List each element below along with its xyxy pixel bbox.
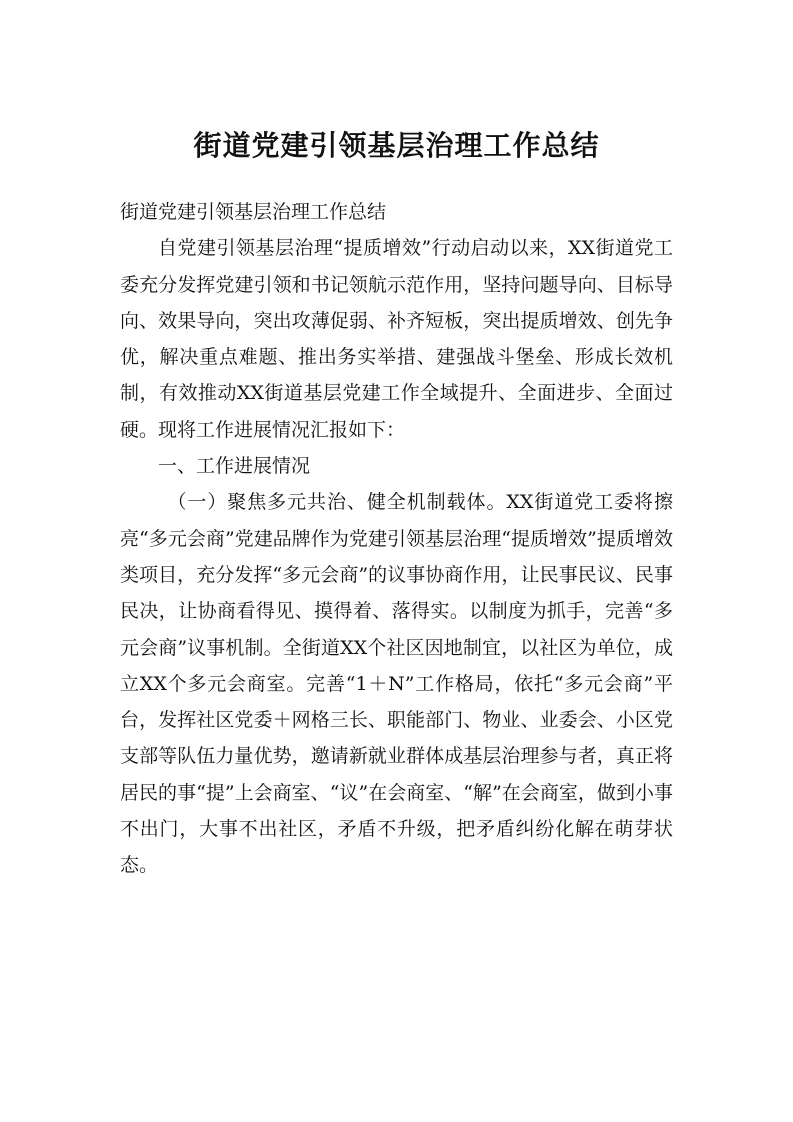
document-body — [120, 194, 673, 884]
section-heading: 一、工作进展情况 — [158, 455, 311, 478]
intro-paragraph: 自党建引领基层治理“提质增效”行动启动以来，XX街道党工委充分发挥党建引领和书记领航示范作用，坚持问题导向、目标导向、效果导向，突出攻薄促弱、补齐短板，突出提质增效、创先争优，解决重点难题、推出务实举措、建强战斗堡垒、形成长效机制，有效推动XX街道基层党建工作全域提升、全面进步、全面过硬。现将工作进展情况汇报如下： — [120, 237, 673, 441]
document-title: 街道党建引领基层治理工作总结 — [193, 129, 600, 162]
document-subtitle: 街道党建引领基层治理工作总结 — [120, 201, 387, 223]
subsection-paragraph: （一）聚焦多元共治、健全机制载体。XX街道党工委将擦亮“多元会商”党建品牌作为党建引领基层治理“提质增效”提质增效类项目，充分发挥“多元会商”的议事协商作用，让民事民议、民事民决，让协商看得见、摸得着、落得实。以制度为抓手，完善“多元会商”议事机制。全街道XX个社区因地制宜，以社区为单位，成立XX个多元会商室。完善“1＋N”工作格局，依托“多元会商”平台，发挥社区党委＋网格三长、职能部门、物业、业委会、小区党支部等队伍力量优势，邀请新就业群体成基层治理参与者，真正将居民的事“提”上会商室、“议”在会商室、“解”在会商室，做到小事不出门，大事不出社区，矛盾不升级，把矛盾纠纷化解在萌芽状态。 — [120, 491, 673, 877]
